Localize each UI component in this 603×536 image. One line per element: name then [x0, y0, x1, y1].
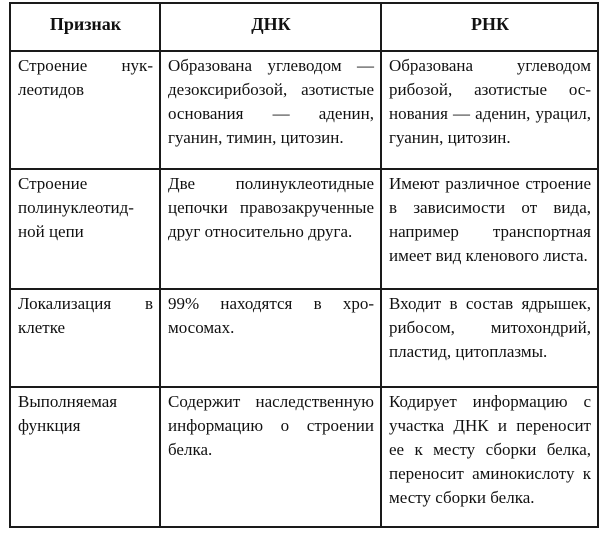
cell-feature: Строение полинуклеотидной цепи: [10, 169, 160, 289]
cell-dna: Содержит наследственную информацию о строении белка.: [160, 387, 381, 527]
cell-feature: Строение нуклеотидов: [10, 51, 160, 169]
cell-dna: Две полинуклеотидные цепочки правозакрученные друг относительно друга.: [160, 169, 381, 289]
table-row-localization: [10, 289, 598, 387]
table-row-function: [10, 387, 598, 527]
cell-rna: Кодирует информацию с участка ДНК и переносит ее к месту сборки белка, переносит аминокислоту к месту сборки белка.: [381, 387, 598, 527]
table-row-chain-structure: [10, 169, 598, 289]
cell-dna: Образована углеводом — дезоксирибозой, азотистые основания — аденин, гуанин, тимин, цитозин.: [160, 51, 381, 169]
table-row-nucleotide-structure: [10, 51, 598, 169]
cell-dna: 99% находятся в хромосомах.: [160, 289, 381, 387]
document-page: [9, 2, 597, 532]
cell-rna: Входит в состав ядрышек, рибосом, митохондрий, пластид, цитоплазмы.: [381, 289, 598, 387]
table-header-row: [10, 3, 598, 51]
cell-rna: Имеют различное строение в зависимости от вида, например транспортная имеет вид кленового листа.: [381, 169, 598, 289]
header-dna: ДНК: [160, 3, 381, 51]
cell-feature: Выполняемая функция: [10, 387, 160, 527]
header-feature: Признак: [10, 3, 160, 51]
header-rna: РНК: [381, 3, 598, 51]
cell-feature: Локализация в клетке: [10, 289, 160, 387]
cell-rna: Образована углеводом рибозой, азотистые основания — аденин, урацил, гуанин, цитозин.: [381, 51, 598, 169]
dna-rna-comparison-table: [9, 2, 599, 528]
